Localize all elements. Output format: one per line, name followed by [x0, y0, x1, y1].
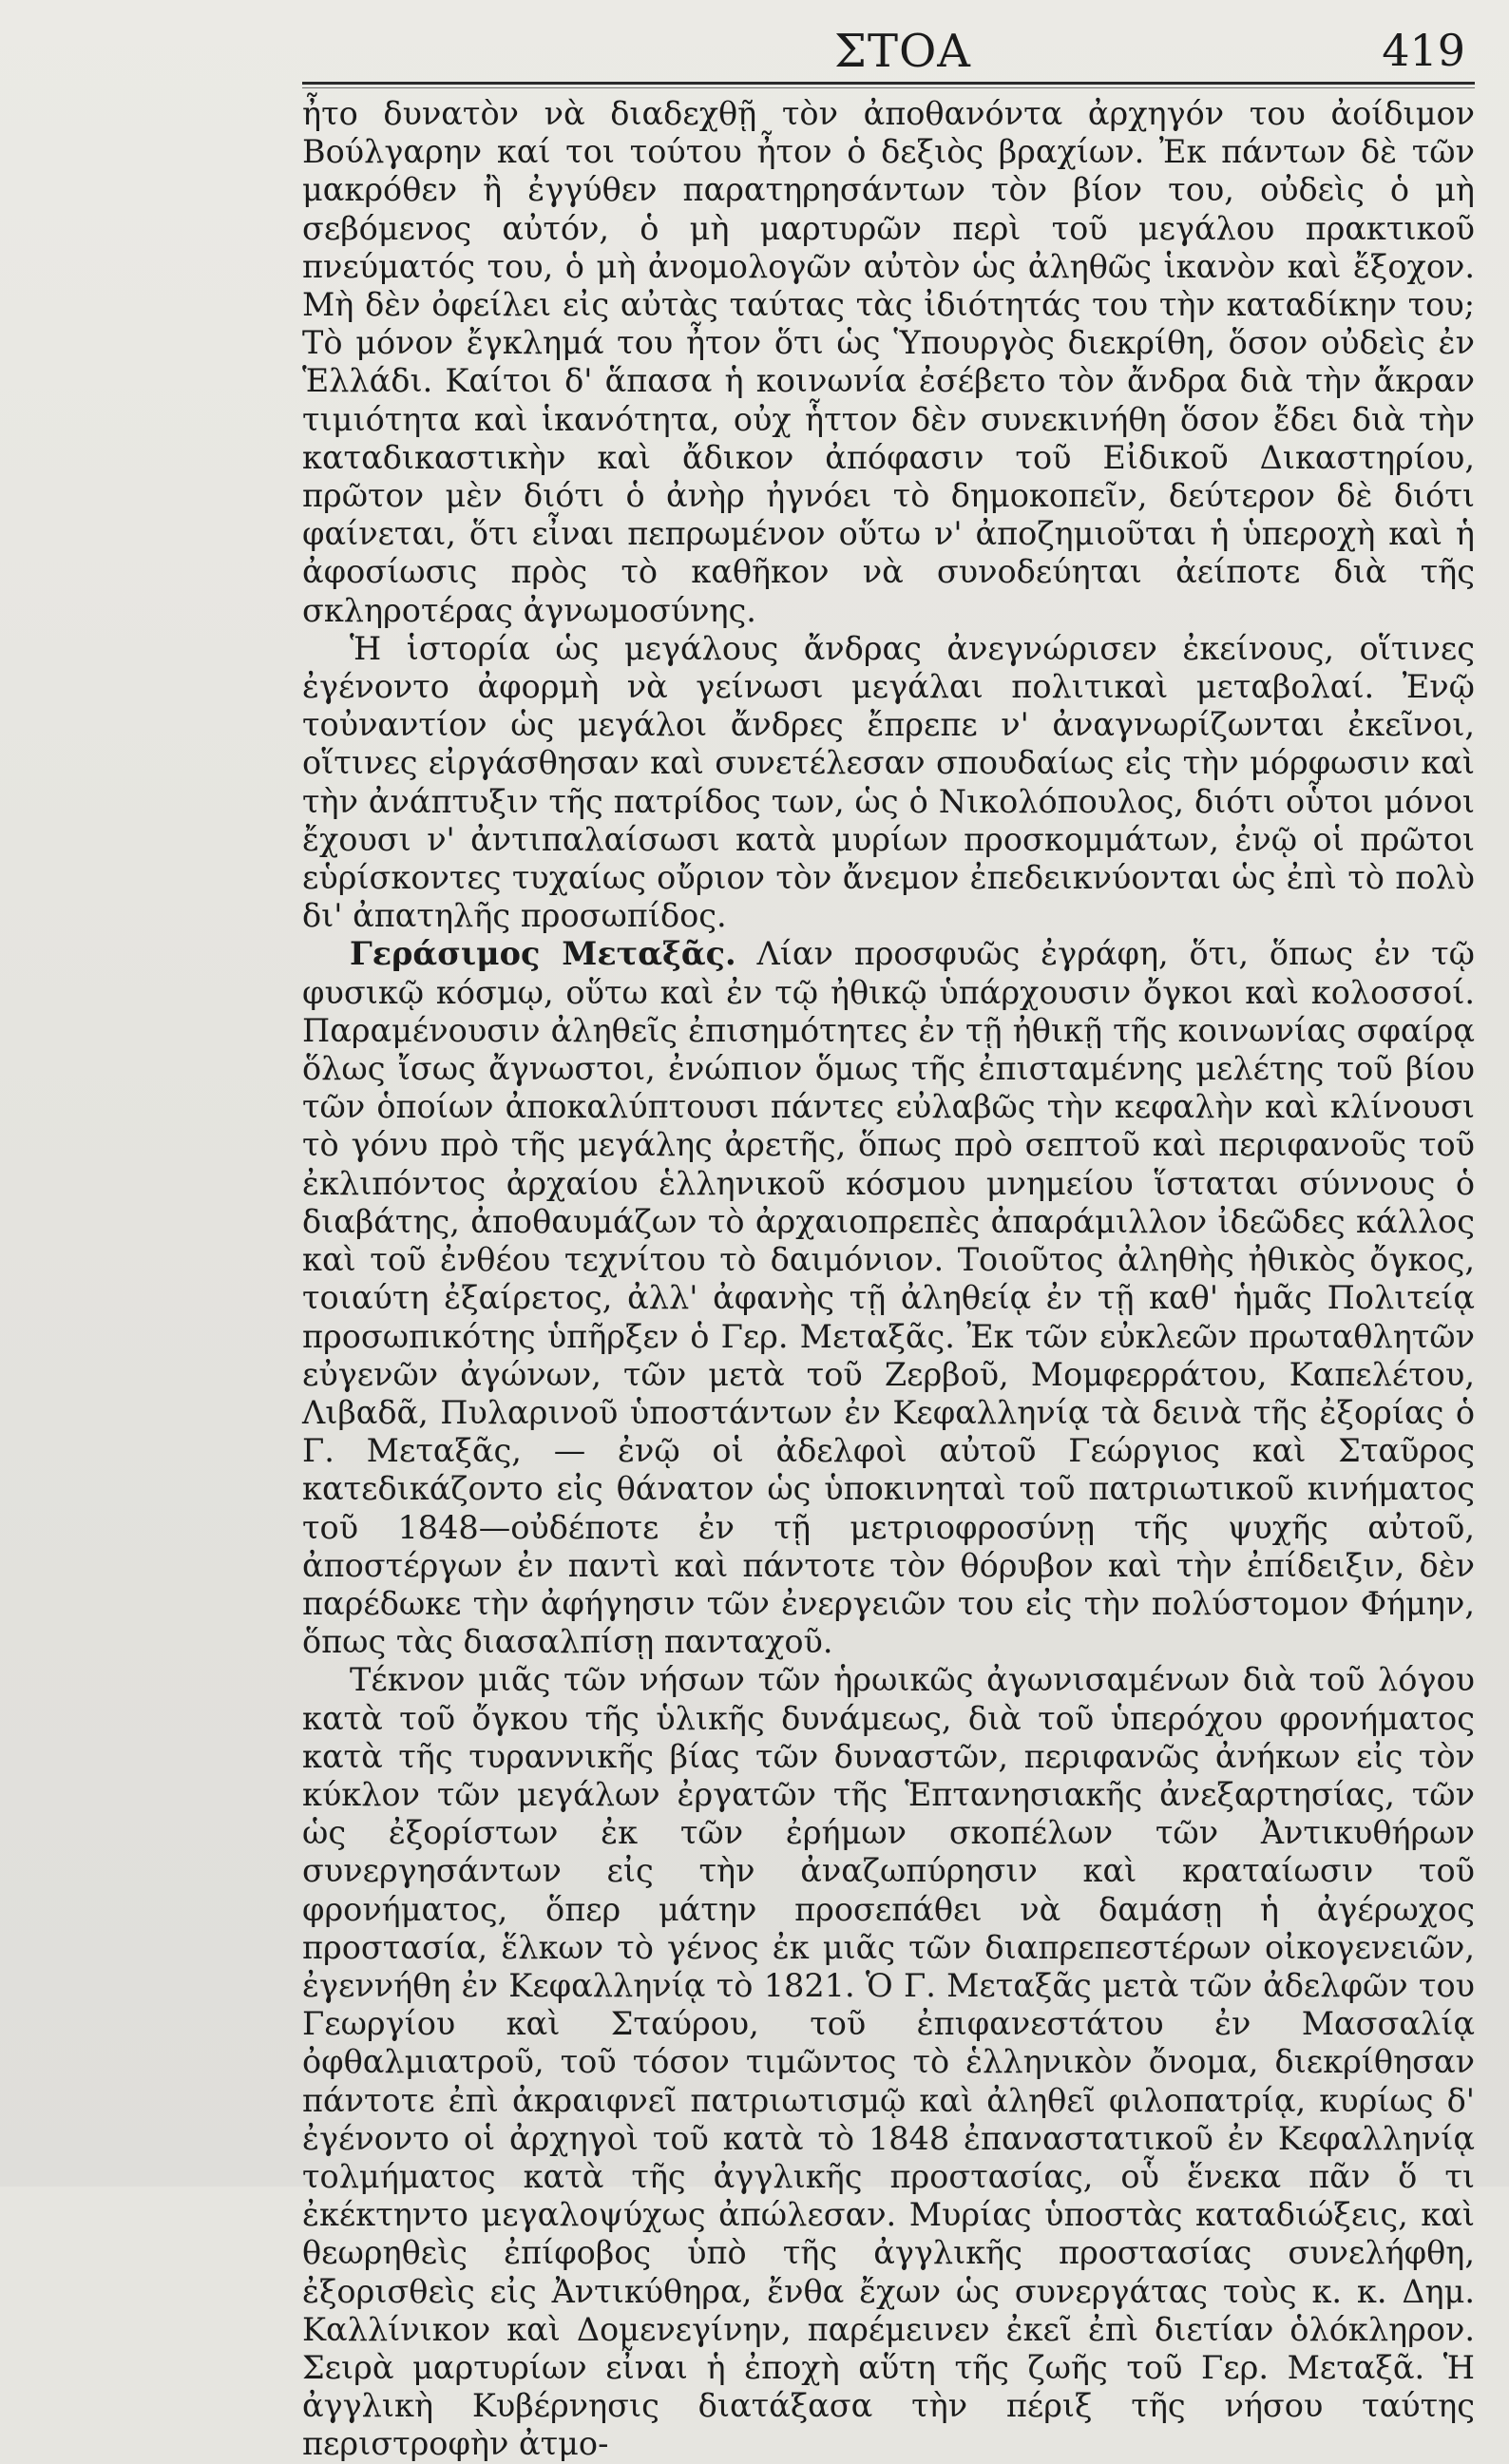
paragraph-1 — [302, 95, 1475, 630]
paragraph-2 — [302, 630, 1475, 936]
running-head — [302, 19, 1475, 86]
paragraph-3-text: Λίαν προσφυῶς ἐγράφη, ὅτι, ὅπως ἐν τῷ φυσικῷ κόσμῳ, οὕτω καὶ ἐν τῷ ἠθικῷ ὑπάρχουσιν ὄγκοι καὶ κολοσσοί. Παραμένουσιν ἀληθεῖς ἐπισημότητες ἐν τῇ ἠθικῇ τῆς κοινωνίας σφαίρᾳ ὅλως ἴσως ἄγνωστοι, ἐνώπιον ὅμως τῆς ἐπισταμένης μελέτης τοῦ βίου τῶν ὁποίων ἀποκαλύπτουσι πάντες εὐλαβῶς τὴν κεφαλὴν καὶ κλίνουσι τὸ γόνυ πρὸ τῆς μεγάλης ἀρετῆς, ὅπως πρὸ σεπτοῦ καὶ περιφανοῦς τοῦ ἐκλιπόντος ἀρχαίου ἑλληνικοῦ κόσμου μνημείου ἵσταται σύννους ὁ διαβάτης, ἀποθαυμάζων τὸ ἀρχαιοπρεπὲς ἀπαράμιλλον ἰδεῶδες κάλλος καὶ τοῦ ἐνθέου τεχνίτου τὸ δαιμόνιον. Τοιοῦτος ἀληθὴς ἠθικὸς ὄγκος, τοιαύτη ἐξαίρετος, ἀλλ' ἀφανὴς τῇ ἀληθείᾳ ἐν τῇ καθ' ἡμᾶς Πολιτείᾳ προσωπικότης ὑπῆρξεν ὁ Γερ. Μεταξᾶς. Ἐκ τῶν εὐκλεῶν πρωταθλητῶν εὐγενῶν ἀγώνων, τῶν μετὰ τοῦ Ζερβοῦ, Μομφερράτου, Καπελέτου, Λιβαδᾶ, Πυλαρινοῦ ὑποστάντων ἐν Κεφαλληνίᾳ τὰ δεινὰ τῆς ἐξορίας ὁ Γ. Μεταξᾶς, — ἐνῷ οἱ ἀδελφοὶ αὐτοῦ Γεώργιος καὶ Σταῦρος κατεδικάζοντο εἰς θάνατον ὡς ὑποκινηταὶ τοῦ πατριωτικοῦ κινήματος τοῦ 1848—οὐδέποτε ἐν τῇ μετριοφροσύνῃ τῆς ψυχῆς αὐτοῦ, ἀποστέργων ἐν παντὶ καὶ πάντοτε τὸν θόρυβον καὶ τὴν ἐπίδειξιν, δὲν παρέδωκε τὴν ἀφήγησιν τῶν ἐνεργειῶν του εἰς τὴν πολύστομον Φήμην, ὅπως τὰς διασαλπίσῃ πανταχοῦ. — [302, 935, 1475, 1661]
paragraph-2-text: Ἡ ἱστορία ὡς μεγάλους ἄνδρας ἀνεγνώρισεν ἐκείνους, οἵτινες ἐγένοντο ἀφορμὴ νὰ γείνωσι μεγάλαι πολιτικαὶ μεταβολαί. Ἐνῷ τοὐναντίον ὡς μεγάλοι ἄνδρες ἔπρεπε ν' ἀναγνωρίζωνται ἐκεῖνοι, οἵτινες εἰργάσθησαν καὶ συνετέλεσαν σπουδαίως εἰς τὴν μόρφωσιν καὶ τὴν ἀνάπτυξιν τῆς πατρίδος των, ὡς ὁ Νικολόπουλος, διότι οὗτοι μόνοι ἔχουσι ν' ἀντιπαλαίσωσι κατὰ μυρίων προσκομμάτων, ἐνῷ οἱ πρῶτοι εὑρίσκοντες τυχαίως οὔριον τὸν ἄνεμον ἐπεδεικνύονται ὡς ἐπὶ τὸ πολὺ δι' ἀπατηλῆς προσωπίδος. — [302, 629, 1475, 935]
section-name-metaxas: Γεράσιμος Μεταξᾶς. — [350, 935, 736, 973]
running-title: ΣΤΟΑ — [834, 25, 971, 78]
page-number: 419 — [1382, 25, 1465, 76]
paragraph-4-text: Τέκνον μιᾶς τῶν νήσων τῶν ἡρωικῶς ἀγωνισαμένων διὰ τοῦ λόγου κατὰ τοῦ ὄγκου τῆς ὑλικῆς δυνάμεως, διὰ τοῦ ὑπερόχου φρονήματος κατὰ τῆς τυραννικῆς βίας τῶν δυναστῶν, περιφανῶς ἀνήκων εἰς τὸν κύκλον τῶν μεγάλων ἐργατῶν τῆς Ἑπτανησιακῆς ἀνεξαρτησίας, τῶν ὡς ἐξορίστων ἐκ τῶν ἐρήμων σκοπέλων τῶν Ἀντικυθήρων συνεργησάντων εἰς τὴν ἀναζωπύρησιν καὶ κραταίωσιν τοῦ φρονήματος, ὅπερ μάτην προσεπάθει νὰ δαμάσῃ ἡ ἀγέρωχος προστασία, ἕλκων τὸ γένος ἐκ μιᾶς τῶν διαπρεπεστέρων οἰκογενειῶν, ἐγεννήθη ἐν Κεφαλληνίᾳ τὸ 1821. Ὁ Γ. Μεταξᾶς μετὰ τῶν ἀδελφῶν του Γεωργίου καὶ Σταύρου, τοῦ ἐπιφανεστάτου ἐν Μασσαλίᾳ ὀφθαλμιατροῦ, τοῦ τόσον τιμῶντος τὸ ἑλληνικὸν ὄνομα, διεκρίθησαν πάντοτε ἐπὶ ἀκραιφνεῖ πατριωτισμῷ καὶ ἀληθεῖ φιλοπατρίᾳ, κυρίως δ' ἐγένοντο οἱ ἀρχηγοὶ τοῦ κατὰ τὸ 1848 ἐπαναστατικοῦ ἐν Κεφαλληνίᾳ τολμήματος κατὰ τῆς ἀγγλικῆς προστασίας, οὗ ἕνεκα πᾶν ὅ τι ἐκέκτηντο μεγαλοψύχως ἀπώλεσαν. Μυρίας ὑποστὰς καταδιώξεις, καὶ θεωρηθεὶς ἐπίφοβος ὑπὸ τῆς ἀγγλικῆς προστασίας συνελήφθη, ἐξορισθεὶς εἰς Ἀντικύθηρα, ἔνθα ἔχων ὡς συνεργάτας τοὺς κ. κ. Δημ. Καλλίνικον καὶ Δομενεγίνην, παρέμεινεν ἐκεῖ ἐπὶ διετίαν ὁλόκληρον. Σειρὰ μαρτυρίων εἶναι ἡ ἐποχὴ αὕτη τῆς ζωῆς τοῦ Γερ. Μεταξᾶ. Ἡ ἀγγλικὴ Κυβέρνησις διατάξασα τὴν πέριξ τῆς νήσου ταύτης περιστροφὴν ἀτμο- — [302, 1661, 1475, 2463]
paragraph-3 — [302, 935, 1475, 1661]
body-text — [302, 95, 1475, 2464]
header-rule — [302, 82, 1475, 85]
paragraph-1-text: ἦτο δυνατὸν νὰ διαδεχθῇ τὸν ἀποθανόντα ἀρχηγόν του ἀοίδιμον Βούλγαρην καί τοι τούτου ἦτον ὁ δεξιὸς βραχίων. Ἐκ πάντων δὲ τῶν μακρόθεν ἢ ἐγγύθεν παρατηρησάντων τὸν βίον του, οὐδεὶς ὁ μὴ σεβόμενος αὐτόν, ὁ μὴ μαρτυρῶν περὶ τοῦ μεγάλου πρακτικοῦ πνεύματός του, ὁ μὴ ἀνομολογῶν αὐτὸν ὡς ἀληθῶς ἱκανὸν καὶ ἔξοχον. Μὴ δὲν ὀφείλει εἰς αὐτὰς ταύτας τὰς ἰδιότητάς του τὴν καταδίκην του; Τὸ μόνον ἔγκλημά του ἦτον ὅτι ὡς Ὑπουργὸς διεκρίθη, ὅσον οὐδεὶς ἐν Ἑλλάδι. Καίτοι δ' ἅπασα ἡ κοινωνία ἐσέβετο τὸν ἄνδρα διὰ τὴν ἄκραν τιμιότητα καὶ ἱκανότητα, οὐχ ἧττον δὲν συνεκινήθη ὅσον ἔδει διὰ τὴν καταδικαστικὴν καὶ ἄδικον ἀπόφασιν τοῦ Εἰδικοῦ Δικαστηρίου, πρῶτον μὲν διότι ὁ ἀνὴρ ἠγνόει τὸ δημοκοπεῖν, δεύτερον δὲ διότι φαίνεται, ὅτι εἶναι πεπρωμένον οὕτω ν' ἀποζημιοῦται ἡ ὑπεροχὴ καὶ ἡ ἀφοσίωσις πρὸς τὸ καθῆκον νὰ συνοδεύηται ἀείποτε διὰ τῆς σκληροτέρας ἀγνωμοσύνης. — [302, 95, 1475, 629]
paragraph-4 — [302, 1661, 1475, 2463]
header-rule-thin — [302, 87, 1475, 88]
